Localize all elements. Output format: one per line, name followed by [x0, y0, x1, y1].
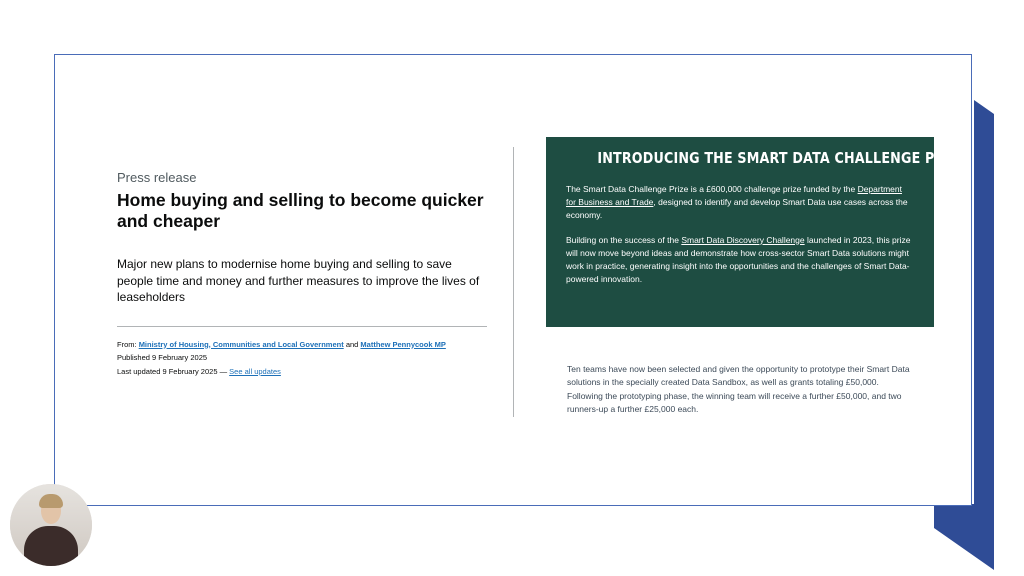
- prize-detail-text: Building on the success of the: [566, 234, 679, 245]
- prize-intro-text-cont: , designed to identify and develop Smart Data use cases across the economy.: [566, 197, 908, 221]
- prize-detail-paragraph: [566, 234, 914, 287]
- presenter-webcam: [10, 484, 92, 566]
- prize-intro-paragraph: [566, 183, 914, 223]
- published-date: Published 9 February 2025: [117, 353, 208, 362]
- teams-selected-paragraph: Ten teams have now been selected and given the opportunity to prototype their Smart Data solutions in the specially created Data Sandbox, as well as grants totaling £50,000. Following the prototyping phase, the winning team will receive a further £50,000, and two runners-up a further £25,000 each.: [567, 364, 910, 415]
- slide-card: [54, 54, 972, 506]
- presenter-hair: [39, 494, 63, 508]
- updated-date: Last updated 9 February 2025 —: [117, 366, 228, 376]
- press-release-kicker: Press release: [117, 170, 197, 185]
- section-divider: [117, 326, 487, 327]
- person-link[interactable]: Matthew Pennycook MP: [360, 339, 446, 349]
- metadata-block: [117, 339, 489, 378]
- updated-line: [117, 366, 489, 378]
- press-release-panel: [117, 170, 489, 379]
- presenter-body: [24, 526, 78, 566]
- see-all-updates-link[interactable]: See all updates: [229, 366, 281, 376]
- prize-heading: INTRODUCING THE SMART DATA CHALLENGE PRIZE: [597, 149, 968, 167]
- column-divider: [513, 147, 514, 417]
- from-line: [117, 339, 489, 351]
- dbt-link[interactable]: Department for Business and Trade: [566, 184, 902, 208]
- org-link[interactable]: Ministry of Housing, Communities and Local Government: [138, 339, 344, 349]
- page-title: Home buying and selling to become quicker and cheaper: [117, 190, 484, 231]
- prize-detail-text-cont: launched in 2023, this prize will now move beyond ideas and demonstrate how cross-sector Smart Data solutions might work in practice, generating insight into the opportunities and the challenges of Smart Data-powered innovation.: [566, 234, 911, 285]
- smart-data-prize-box: [546, 137, 968, 327]
- prize-intro-text: The Smart Data Challenge Prize is a £600,000 challenge prize funded by the: [566, 184, 856, 194]
- and-text: and: [345, 339, 359, 349]
- from-label: From:: [117, 339, 137, 349]
- lede-text: Major new plans to modernise home buying and selling to save people time and money and further measures to improve the lives of leaseholders: [117, 257, 480, 304]
- discovery-challenge-link[interactable]: Smart Data Discovery Challenge: [681, 234, 805, 245]
